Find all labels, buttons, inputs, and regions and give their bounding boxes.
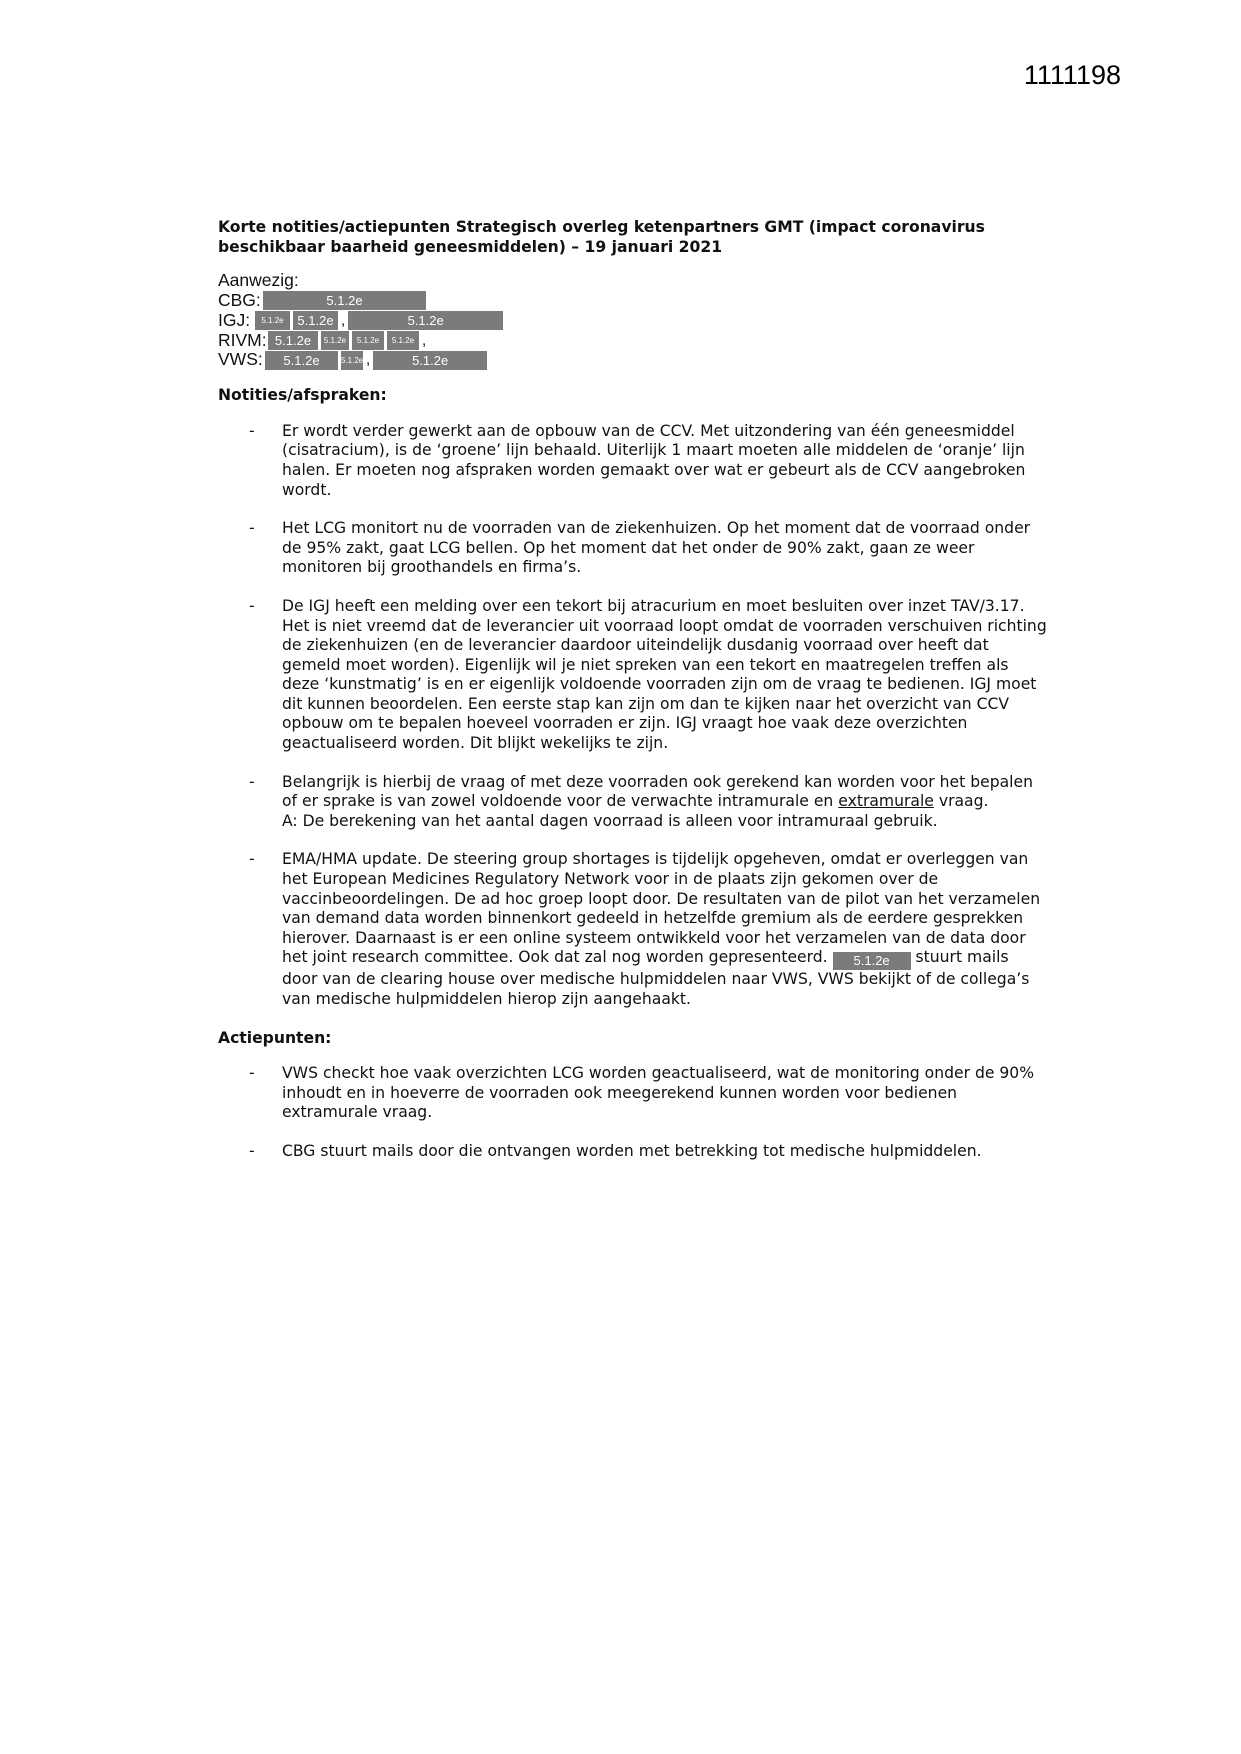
redaction-box: 5.1.2e	[263, 291, 426, 310]
redaction-box: 5.1.2e	[833, 952, 911, 970]
attendance-row	[218, 291, 1048, 311]
note-answer: A: De berekening van het aantal dagen voorraad is alleen voor intramuraal gebruik.	[282, 811, 938, 830]
notes-heading: Notities/afspraken:	[218, 386, 387, 405]
attendance-org: RIVM:	[218, 329, 267, 350]
redaction-box: 5.1.2e	[255, 311, 290, 330]
redaction-box: 5.1.2e	[348, 311, 503, 330]
redaction-box: 5.1.2e	[265, 351, 338, 370]
document-title: Korte notities/actiepunten Strategisch overleg ketenpartners GMT (impact coronavirus beschikbaar baarheid geneesmiddelen) – 19 januari 2021	[218, 218, 985, 256]
attendance-separator: ,	[341, 311, 346, 329]
notes-list	[218, 422, 1048, 1010]
redaction-box: 5.1.2e	[321, 331, 349, 350]
document-content	[218, 218, 1048, 1181]
note-text: vraag.	[933, 792, 989, 811]
note-text: stuurt mails door van de clearing house over medische hulpmiddelen naar VWS, VWS bekijkt of de collega’s van medische hulpmiddelen hierop zijn aangehaakt.	[282, 948, 1030, 1009]
redaction-box: 5.1.2e	[387, 331, 419, 350]
actions-heading: Actiepunten:	[218, 1028, 332, 1047]
actions-list	[218, 1064, 1048, 1161]
attendance-row	[218, 350, 1048, 370]
attendance-org: CBG:	[218, 289, 261, 310]
note-item: - Er wordt verder gewerkt aan de opbouw van de CCV. Met uitzondering van één geneesmiddel (cisatracium), is de ‘groene’ lijn behaald. Uiterlijk 1 maart moeten alle middelen de ‘oranje’ lijn halen. Er moeten nog afspraken worden gemaakt over wat er gebeurt als de CCV aangebroken wordt.	[218, 422, 1048, 500]
attendance-org: IGJ:	[218, 309, 251, 330]
redaction-box: 5.1.2e	[293, 311, 338, 330]
note-text: Belangrijk is hierbij de vraag of met deze voorraden ook gerekend kan worden voor het bepalen of er sprake is van zowel voldoende voor de verwachte intramurale en	[282, 772, 1033, 811]
action-item: - VWS checkt hoe vaak overzichten LCG worden geactualiseerd, wat de monitoring onder de 90% inhoudt en in hoeverre de voorraden ook meegerekend kunnen worden voor bedienen extramurale vraag.	[218, 1064, 1048, 1123]
attendance-block	[218, 271, 1048, 370]
redaction-box: 5.1.2e	[373, 351, 487, 370]
attendance-row	[218, 311, 1048, 331]
note-item	[218, 773, 1048, 832]
note-item	[218, 850, 1048, 1009]
attendance-label: Aanwezig:	[218, 270, 299, 291]
action-item: - CBG stuurt mails door die ontvangen worden met betrekking tot medische hulpmiddelen.	[218, 1142, 1048, 1162]
note-underlined-word: extramurale	[838, 792, 934, 811]
attendance-org: VWS:	[218, 349, 263, 370]
redaction-box: 5.1.2e	[268, 331, 318, 350]
attendance-rows	[218, 291, 1048, 370]
attendance-row	[218, 331, 1048, 351]
redaction-box: 5.1.2e	[352, 331, 384, 350]
redaction-box: 5.1.2e	[341, 351, 363, 370]
note-text: EMA/HMA update. De steering group shortages is tijdelijk opgeheven, omdat er overleggen van het European Medicines Regulatory Network voor in de plaats zijn gekomen over de vaccinbeoordelingen. De ad hoc groep loopt door. De resultaten van de pilot van het verzamelen van demand data worden binnenkort gedeeld in hetzelfde gremium als de eerdere gesprekken hierover. Daarnaast is er een online systeem ontwikkeld voor het verzamelen van de data door het joint research committee. Ook dat zal nog worden gepresenteerd.	[282, 850, 1041, 967]
document-number: 1111198	[1023, 60, 1121, 90]
attendance-separator: ,	[422, 331, 427, 349]
attendance-separator: ,	[366, 351, 371, 369]
note-item: - De IGJ heeft een melding over een tekort bij atracurium en moet besluiten over inzet TAV/3.17. Het is niet vreemd dat de leverancier uit voorraad loopt omdat de voorraden verschuiven richting de ziekenhuizen (en de leverancier daardoor uiteindelijk dusdanig voorraad over heeft dat gemeld moet worden). Eigenlijk wil je niet spreken van een tekort en maatregelen treffen als deze ‘kunstmatig’ is en er eigenlijk voldoende voorraden zijn om de vraag te bedienen. IGJ moet dit kunnen beoordelen. Een eerste stap kan zijn om dan te kijken naar het overzicht van CCV opbouw om te bepalen hoeveel voorraden er zijn. IGJ vraagt hoe vaak deze overzichten geactualiseerd worden. Dit blijkt wekelijks te zijn.	[218, 597, 1048, 754]
note-item: - Het LCG monitort nu de voorraden van de ziekenhuizen. Op het moment dat de voorraad onder de 95% zakt, gaat LCG bellen. Op het moment dat het onder de 90% zakt, gaan ze weer monitoren bij groothandels en firma’s.	[218, 519, 1048, 578]
